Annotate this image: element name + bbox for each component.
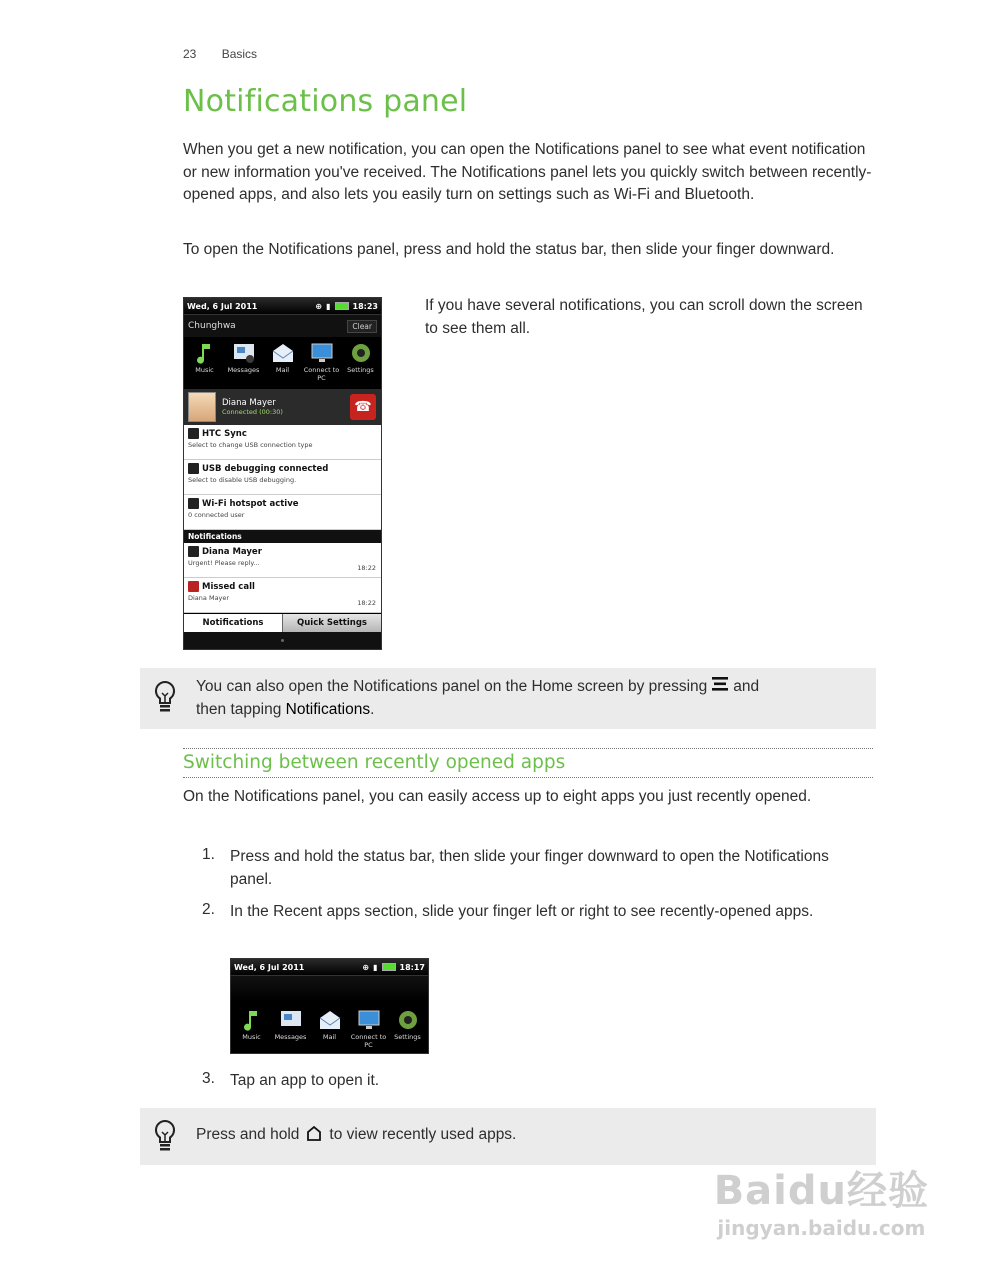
lightbulb-icon <box>154 680 176 714</box>
tab-quick-settings[interactable]: Quick Settings <box>283 614 381 632</box>
gear-icon <box>396 1008 420 1032</box>
status-time: 18:23 <box>352 301 378 311</box>
app-label: Connect to PC <box>303 366 340 382</box>
item-subtitle: Urgent! Please reply... <box>188 559 260 567</box>
lightbulb-icon <box>154 1119 176 1153</box>
carrier-row <box>184 314 381 337</box>
call-status: Connected (00:30) <box>222 408 283 416</box>
tip-text-part: . <box>370 700 375 718</box>
watermark-url: jingyan.baidu.com <box>717 1216 926 1240</box>
app-label: Mail <box>275 366 290 374</box>
missed-call-icon <box>188 581 199 592</box>
status-time: 18:17 <box>399 962 425 972</box>
status-bar <box>231 959 428 975</box>
recent-app-messages[interactable] <box>272 1008 310 1054</box>
menu-icon <box>711 675 729 693</box>
tip-text-part: to view recently used apps. <box>329 1126 517 1143</box>
panel-tabs <box>184 614 381 632</box>
list-item[interactable] <box>184 543 381 578</box>
list-item[interactable] <box>184 495 381 530</box>
status-date: Wed, 6 Jul 2011 <box>234 962 305 972</box>
handle-dot <box>281 639 284 642</box>
signal-icon: ▮ <box>373 962 378 972</box>
carrier-name: Chunghwa <box>188 321 236 331</box>
side-note: If you have several notifications, you can scroll down the screen to see them all. <box>425 297 863 337</box>
status-date: Wed, 6 Jul 2011 <box>187 301 258 311</box>
app-label: Music <box>242 1033 261 1041</box>
recent-app-mail[interactable] <box>311 1008 349 1054</box>
mail-icon <box>271 341 295 365</box>
home-icon <box>306 1125 322 1141</box>
recent-app-settings[interactable] <box>342 341 380 387</box>
signal-icon: ▮ <box>326 301 331 311</box>
mail-icon <box>318 1008 342 1032</box>
recent-app-music[interactable] <box>186 341 224 387</box>
section-name: Basics <box>221 47 258 61</box>
app-label: Music <box>195 366 214 374</box>
step-text: In the Recent apps section, slide your finger left or right to see recently-opened apps. <box>230 903 814 920</box>
usb-icon <box>188 428 199 439</box>
end-call-button[interactable]: ☎ <box>350 394 376 420</box>
clear-button[interactable]: Clear <box>347 320 377 333</box>
tip-text-part: then tapping <box>196 700 282 718</box>
step-text: Tap an app to open it. <box>230 1072 380 1089</box>
message-icon <box>188 546 199 557</box>
monitor-icon <box>357 1008 381 1032</box>
item-subtitle: Select to disable USB debugging. <box>188 476 297 484</box>
ongoing-call[interactable] <box>184 389 381 425</box>
intro-paragraph-2: To open the Notifications panel, press and hold the status bar, then slide your finger downward. <box>183 241 835 258</box>
caller-name: Diana Mayer <box>222 398 276 408</box>
recent-apps-row <box>184 337 381 389</box>
tip-text-part: You can also open the Notifications panel on the Home screen by pressing <box>196 678 708 695</box>
list-item[interactable] <box>184 425 381 460</box>
list-item[interactable] <box>184 578 381 613</box>
recent-app-connect-to-pc[interactable] <box>303 341 341 387</box>
item-title: HTC Sync <box>202 428 247 439</box>
tip-box <box>140 668 876 729</box>
item-title: Wi-Fi hotspot active <box>202 498 299 509</box>
item-subtitle: Select to change USB connection type <box>188 441 313 449</box>
notifications-section-header: Notifications <box>184 530 381 543</box>
item-title: USB debugging connected <box>202 463 329 474</box>
step-number: 3. <box>202 1070 215 1087</box>
item-title: Missed call <box>202 581 255 592</box>
tip-box <box>140 1108 876 1165</box>
item-title: Diana Mayer <box>202 546 262 557</box>
tab-notifications[interactable]: Notifications <box>184 614 283 632</box>
recent-app-music[interactable] <box>233 1008 271 1054</box>
messages-icon <box>232 341 256 365</box>
recent-apps-row <box>231 1002 428 1054</box>
bottom-handle[interactable] <box>184 632 381 649</box>
status-bar <box>184 298 381 314</box>
music-icon <box>240 1008 264 1032</box>
app-label: Settings <box>394 1033 421 1041</box>
hotspot-icon <box>188 498 199 509</box>
step-text: Press and hold the status bar, then slide your finger downward to open the Notifications panel. <box>230 848 829 888</box>
page-number: 23 <box>183 47 197 61</box>
tip-emphasis: Notifications <box>285 700 371 718</box>
watermark-brand: Baidu经验 <box>713 1168 929 1214</box>
carrier-row <box>231 975 428 1002</box>
step-number: 1. <box>202 846 215 863</box>
tip-text-part: and <box>733 678 760 695</box>
tip-text-part: Press and hold <box>196 1126 300 1143</box>
step-number: 2. <box>202 901 215 918</box>
page-title: Notifications panel <box>183 84 468 119</box>
recent-apps-screenshot <box>230 958 429 1054</box>
divider <box>183 748 873 749</box>
messages-icon <box>279 1008 303 1032</box>
recent-app-mail[interactable] <box>264 341 302 387</box>
battery-icon <box>382 963 396 971</box>
gear-icon <box>349 341 373 365</box>
app-label: Messages <box>274 1033 307 1041</box>
item-subtitle: Diana Mayer <box>188 594 230 602</box>
item-time: 18:22 <box>357 564 376 572</box>
item-time: 18:22 <box>357 599 376 607</box>
tip-text <box>196 1124 866 1147</box>
list-item[interactable] <box>184 460 381 495</box>
divider <box>183 777 873 778</box>
gps-icon: ⊕ <box>362 962 370 972</box>
tip-text <box>196 675 866 721</box>
watermark <box>714 1159 929 1240</box>
battery-icon <box>335 302 349 310</box>
intro-paragraph-1: When you get a new notification, you can open the Notifications panel to see what event notification or new information you've received. The Notifications panel lets you quickly switch between recently-opened apps, and also lets you easily turn on settings such as Wi-Fi and Bluetooth. <box>183 141 872 204</box>
monitor-icon <box>310 341 334 365</box>
section-paragraph: On the Notifications panel, you can easily access up to eight apps you just recently opened. <box>183 788 812 805</box>
recent-app-messages[interactable] <box>225 341 263 387</box>
app-label: Mail <box>322 1033 337 1041</box>
section-subtitle: Switching between recently opened apps <box>183 752 566 773</box>
item-subtitle: 0 connected user <box>188 511 245 519</box>
app-label: Settings <box>347 366 374 374</box>
recent-app-connect-to-pc[interactable] <box>350 1008 388 1054</box>
warning-icon <box>188 463 199 474</box>
app-label: Connect to PC <box>350 1033 387 1049</box>
page-header <box>183 47 257 61</box>
app-label: Messages <box>227 366 260 374</box>
avatar <box>188 392 216 422</box>
recent-app-settings[interactable] <box>389 1008 427 1054</box>
notifications-panel-screenshot <box>183 297 382 650</box>
music-icon <box>193 341 217 365</box>
gps-icon: ⊕ <box>315 301 323 311</box>
